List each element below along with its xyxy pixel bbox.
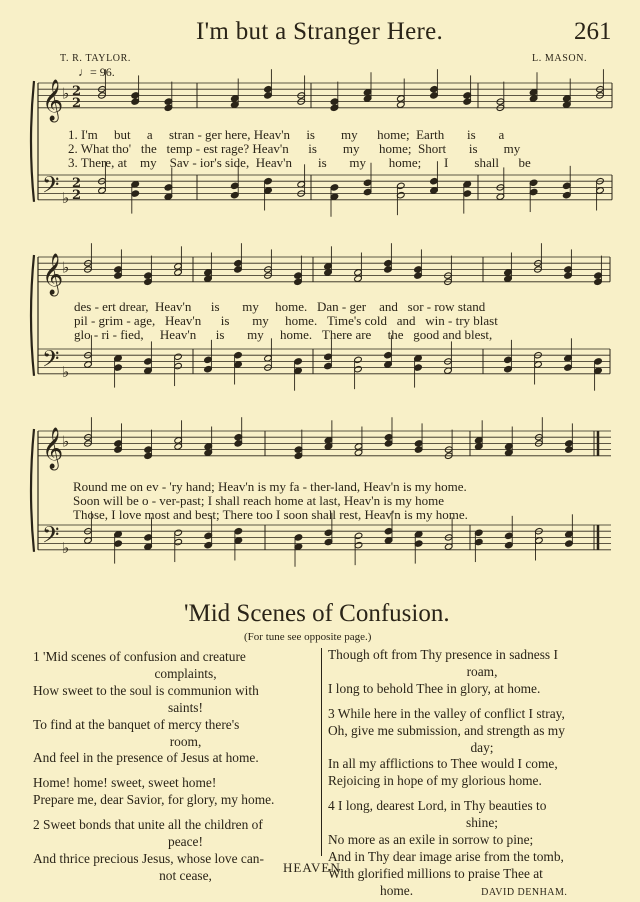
poem-line: And thrice precious Jesus, whose love can- (33, 850, 264, 866)
treble-clef-icon: 𝄞 (42, 79, 64, 121)
poem-line: roam, (466, 663, 498, 679)
lyrics-system2-verse3: glo - ri - fied, Heav'n is my home. There are the good and blest, (74, 327, 493, 342)
time-signature: 2 (72, 83, 82, 99)
poem-line (33, 767, 318, 775)
poem-line: peace! (168, 834, 203, 850)
poem-line: With glorified millions to praise Thee at (328, 865, 543, 881)
author-credit: T. R. TAYLOR. (60, 53, 131, 64)
hymn2-title: 'Mid Scenes of Confusion. (184, 600, 450, 627)
lyrics-system3-verse1: Round me on ev - 'ry hand; Heav'n is my fa - ther-land, Heav'n is my home. (73, 479, 467, 494)
tempo-marking: ♩= 96. (78, 65, 115, 79)
lyrics-system1-verse1: 1. I'm but a stran - ger here, Heav'n is my home; Earth is a (68, 127, 505, 142)
lyrics-system2-verse2: pil - grim - age, Heav'n is my home. Time's cold and win - try blast (74, 313, 498, 328)
page-number: 261 (574, 18, 612, 45)
column-divider (321, 648, 322, 856)
flat-icon: ♭ (62, 538, 70, 557)
quarter-note-icon: ♩ (78, 65, 90, 79)
poem-line: day; (470, 739, 494, 755)
flat-icon: ♭ (62, 188, 70, 207)
hymn2-right-column (328, 647, 616, 902)
flat-icon: ♭ (62, 84, 70, 103)
poem-line: not cease, (159, 867, 212, 883)
flat-icon: ♭ (62, 362, 70, 381)
hymn-title: I'm but a Stranger Here. (196, 18, 444, 45)
system-brace (31, 81, 34, 202)
poem-line: 3 While here in the valley of conflict I stray, (328, 705, 565, 721)
poem-line: 4 I long, dearest Lord, in Thy beauties to (328, 798, 547, 814)
poem-line: And in Thy dear image arise from the tomb, (328, 848, 564, 864)
lyrics-system3-verse3: Those, I love most and best; There too I soon shall rest, Heav'n is my home. (73, 507, 468, 522)
poem-signature: DAVID DENHAM. (481, 886, 568, 898)
poem-line: In all my afflictions to Thee would I come, (328, 756, 558, 772)
poem-line (328, 698, 616, 706)
poem-line: Rejoicing in hope of my glorious home. (328, 773, 542, 789)
poem-line: I long to behold Thee in glory, at home. (328, 680, 541, 696)
poem-line: 1 'Mid scenes of confusion and creature (33, 649, 246, 664)
poem-line: And feel in the presence of Jesus at home. (33, 750, 259, 766)
bass-clef-icon: 𝄢 (42, 346, 60, 378)
composer-credit: L. MASON. (532, 53, 588, 64)
system-brace (31, 429, 34, 552)
poem-line: Though oft from Thy presence in sadness I (328, 647, 558, 662)
poem-line (328, 790, 616, 798)
poem-line: Home! home! sweet, sweet home! (33, 775, 217, 791)
time-signature: 2 (72, 188, 82, 204)
system-brace (31, 255, 34, 376)
treble-clef-icon: 𝄞 (42, 253, 64, 295)
treble-clef-icon: 𝄞 (42, 427, 64, 469)
poem-line: No more as an exile in sorrow to pine; (328, 832, 534, 848)
poem-line: To find at the banquet of mercy there's (33, 716, 240, 732)
poem-line: How sweet to the soul is communion with (33, 682, 259, 698)
lyrics-system3-verse2: Soon will be o - ver-past; I shall reach home at last, Heav'n is my home (73, 493, 445, 508)
poem-line: room, (169, 733, 202, 749)
hymn2-subtitle: (For tune see opposite page.) (244, 631, 372, 643)
poem-line: home. DAVID DENHAM. (380, 882, 568, 898)
lyrics-system2-verse1: des - ert drear, Heav'n is my home. Dan - ger and sor - row stand (74, 299, 486, 314)
flat-icon: ♭ (62, 432, 70, 451)
time-signature: 2 (72, 96, 82, 112)
time-signature: 2 (72, 175, 82, 191)
poem-line: Prepare me, dear Savior, for glory, my home. (33, 792, 275, 808)
bass-clef-icon: 𝄢 (42, 522, 60, 554)
flat-icon: ♭ (62, 258, 70, 277)
poem-line: complaints, (154, 665, 217, 681)
poem-line: saints! (168, 699, 203, 715)
poem-line: 2 Sweet bonds that unite all the children of (33, 817, 263, 833)
lyrics-system1-verse3: 3. There, at my Sav - ior's side, Heav'n is my home; I shall be (68, 155, 531, 170)
poem-line: shine; (466, 815, 498, 831)
poem-line (33, 809, 318, 817)
lyrics-system1-verse2: 2. What tho' the temp - est rage? Heav'n is my home; Short is my (68, 141, 521, 156)
page-footer: HEAVEN. (283, 860, 346, 875)
bass-clef-icon: 𝄢 (42, 172, 60, 204)
hymn2-left-column (33, 649, 318, 885)
poem-line: Oh, give me submission, and strength as my (328, 722, 565, 738)
